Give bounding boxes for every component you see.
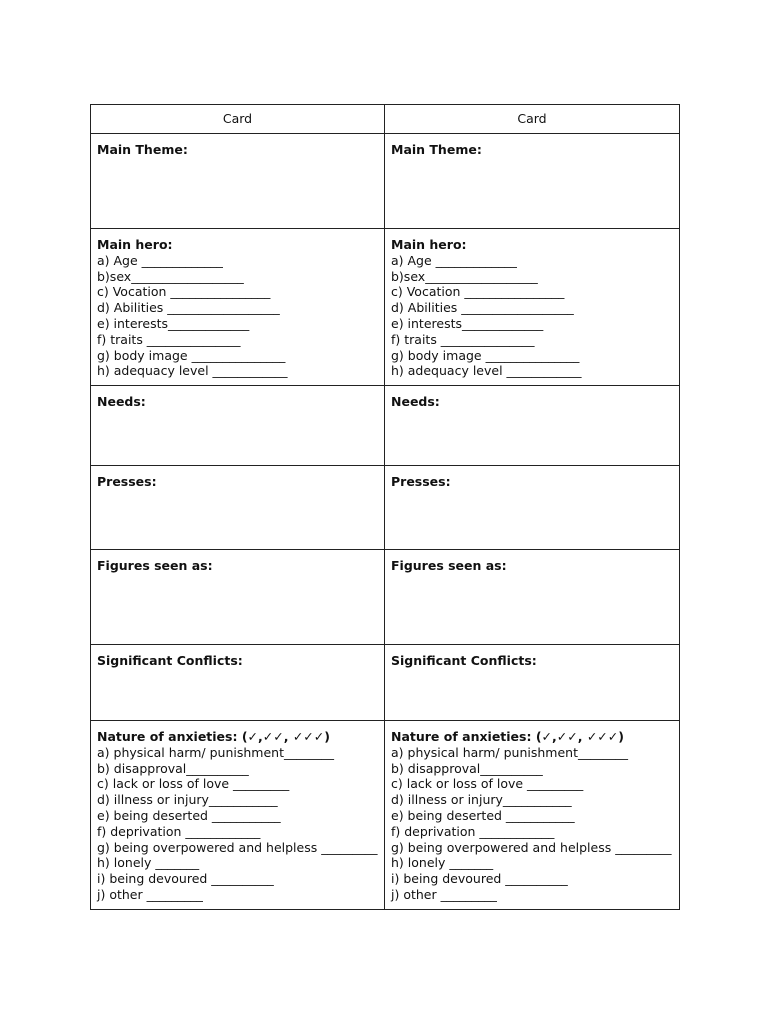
anxiety-item: c) lack or loss of love _________ (97, 776, 290, 792)
presses-cell-right[interactable] (385, 466, 680, 550)
main-hero-label: Main hero: (391, 237, 467, 252)
figures-label: Figures seen as: (391, 558, 507, 573)
hero-sex-field: b)sex__________________ (391, 268, 538, 284)
needs-row (91, 386, 680, 466)
anxiety-item: j) other _________ (391, 886, 497, 902)
anxiety-item: e) being deserted ___________ (97, 807, 281, 823)
anxiety-item: h) lonely _______ (391, 855, 494, 871)
hero-age-field: a) Age _____________ (97, 252, 223, 268)
main-hero-row (91, 229, 680, 386)
hero-body-image-field: g) body image _______________ (391, 347, 580, 363)
needs-label: Needs: (97, 394, 146, 409)
anxiety-item: g) being overpowered and helpless _________ (391, 839, 672, 855)
anxiety-item: d) illness or injury___________ (97, 792, 278, 808)
anxiety-item: g) being overpowered and helpless _________ (97, 839, 378, 855)
main-theme-cell-left[interactable] (91, 134, 385, 229)
needs-label: Needs: (391, 394, 440, 409)
anxiety-item: i) being devoured __________ (97, 871, 274, 887)
main-hero-cell-left[interactable] (91, 229, 385, 386)
hero-abilities-field: d) Abilities __________________ (97, 300, 280, 316)
hero-traits-field: f) traits _______________ (391, 331, 535, 347)
anxiety-item: c) lack or loss of love _________ (391, 776, 584, 792)
conflicts-cell-left[interactable] (91, 645, 385, 721)
card-header-left: Card (91, 105, 385, 134)
presses-row (91, 466, 680, 550)
anxiety-item: b) disapproval__________ (391, 760, 543, 776)
main-hero-cell-right[interactable] (385, 229, 680, 386)
anxiety-item: d) illness or injury___________ (391, 792, 572, 808)
figures-label: Figures seen as: (97, 558, 213, 573)
conflicts-cell-right[interactable] (385, 645, 680, 721)
anxieties-cell-left[interactable] (91, 721, 385, 910)
presses-label: Presses: (97, 474, 157, 489)
figures-cell-right[interactable] (385, 550, 680, 645)
hero-adequacy-field: h) adequacy level ____________ (391, 363, 582, 379)
tat-analysis-form (90, 104, 680, 910)
presses-label: Presses: (391, 474, 451, 489)
header-row (91, 105, 680, 134)
needs-cell-right[interactable] (385, 386, 680, 466)
hero-vocation-field: c) Vocation ________________ (97, 284, 271, 300)
figures-cell-left[interactable] (91, 550, 385, 645)
anxiety-item: f) deprivation ____________ (391, 823, 555, 839)
main-theme-label: Main Theme: (97, 142, 188, 157)
anxieties-row (91, 721, 680, 910)
conflicts-label: Significant Conflicts: (97, 653, 243, 668)
anxieties-label: Nature of anxieties: (✓,✓✓, ✓✓✓) (97, 729, 330, 744)
hero-vocation-field: c) Vocation ________________ (391, 284, 565, 300)
main-theme-row (91, 134, 680, 229)
hero-adequacy-field: h) adequacy level ____________ (97, 363, 288, 379)
anxiety-item: b) disapproval__________ (97, 760, 249, 776)
main-theme-cell-right[interactable] (385, 134, 680, 229)
anxiety-item: h) lonely _______ (97, 855, 200, 871)
anxiety-item: j) other _________ (97, 886, 203, 902)
hero-abilities-field: d) Abilities __________________ (391, 300, 574, 316)
hero-interests-field: e) interests_____________ (97, 315, 250, 331)
needs-cell-left[interactable] (91, 386, 385, 466)
figures-row (91, 550, 680, 645)
conflicts-label: Significant Conflicts: (391, 653, 537, 668)
anxiety-item: a) physical harm/ punishment________ (97, 744, 334, 760)
hero-body-image-field: g) body image _______________ (97, 347, 286, 363)
main-hero-label: Main hero: (97, 237, 173, 252)
hero-age-field: a) Age _____________ (391, 252, 517, 268)
hero-interests-field: e) interests_____________ (391, 315, 544, 331)
hero-traits-field: f) traits _______________ (97, 331, 241, 347)
anxiety-item: a) physical harm/ punishment________ (391, 744, 628, 760)
card-header-right: Card (385, 105, 680, 134)
anxieties-cell-right[interactable] (385, 721, 680, 910)
presses-cell-left[interactable] (91, 466, 385, 550)
anxiety-item: e) being deserted ___________ (391, 807, 575, 823)
anxiety-item: i) being devoured __________ (391, 871, 568, 887)
conflicts-row (91, 645, 680, 721)
hero-sex-field: b)sex__________________ (97, 268, 244, 284)
main-theme-label: Main Theme: (391, 142, 482, 157)
anxiety-item: f) deprivation ____________ (97, 823, 261, 839)
anxieties-label: Nature of anxieties: (✓,✓✓, ✓✓✓) (391, 729, 624, 744)
